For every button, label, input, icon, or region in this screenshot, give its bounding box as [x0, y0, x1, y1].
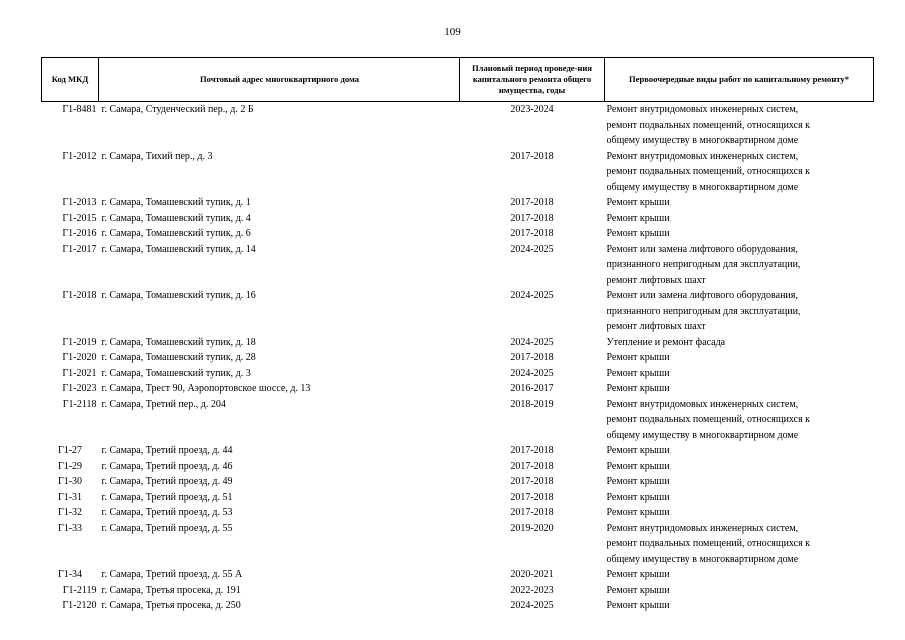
row-works	[605, 242, 874, 289]
row-works	[605, 350, 874, 366]
row-address: г. Самара, Третий проезд, д. 51	[101, 491, 233, 503]
works-line: Ремонт крыши	[606, 367, 670, 379]
row-address: г. Самара, Третий проезд, д. 49	[101, 476, 233, 487]
works-line: Ремонт внутридомовых инженерных систем,	[606, 398, 799, 410]
row-code: Г1-34	[57, 569, 83, 580]
works-line: Ремонт крыши	[606, 460, 670, 472]
row-works	[605, 474, 874, 490]
row-code: Г1-2019	[62, 336, 97, 348]
row-period: 2024-2025	[510, 600, 554, 611]
works-line: Ремонт крыши	[606, 383, 670, 394]
capital-repair-table	[41, 57, 874, 614]
row-code: Г1-32	[57, 507, 83, 518]
row-code: Г1-2015	[62, 212, 97, 224]
row-period: 2016-2017	[510, 383, 554, 394]
works-line: ремонт лифтовых шахт	[606, 274, 706, 286]
row-address: г. Самара, Томашевский тупик, д. 3	[101, 367, 251, 379]
table-row	[42, 443, 874, 459]
row-address: г. Самара, Томашевский тупик, д. 16	[101, 290, 256, 301]
table-row	[42, 366, 874, 382]
works-line: Ремонт крыши	[606, 491, 670, 503]
row-code: Г1-2012	[62, 150, 97, 162]
row-period: 2018-2019	[510, 398, 554, 410]
row-address: г. Самара, Третий проезд, д. 46	[101, 460, 233, 472]
table-row	[42, 335, 874, 351]
row-address: г. Самара, Трест 90, Аэропортовское шоссе, д. 13	[101, 383, 311, 394]
works-line: общему имуществу в многоквартирном доме	[606, 135, 799, 146]
row-code: Г1-27	[57, 445, 83, 456]
table-row	[42, 381, 874, 397]
works-line: Ремонт внутридомовых инженерных систем,	[606, 150, 799, 162]
table-header-row	[42, 58, 874, 102]
works-line: ремонт подвальных помещений, относящихся к	[606, 166, 811, 177]
row-period: 2024-2025	[510, 367, 554, 379]
row-code: Г1-2021	[62, 367, 97, 379]
row-code: Г1-2017	[62, 243, 97, 255]
works-line: Ремонт крыши	[606, 600, 670, 611]
table-row	[42, 459, 874, 475]
table-row	[42, 288, 874, 335]
row-address: г. Самара, Томашевский тупик, д. 28	[101, 352, 256, 363]
row-address: г. Самара, Тихий пер., д. 3	[101, 150, 213, 162]
works-line: Ремонт крыши	[606, 584, 670, 596]
row-code: Г1-2120	[62, 600, 97, 611]
row-code: Г1-31	[57, 491, 83, 503]
works-line: Ремонт крыши	[606, 352, 670, 363]
row-works	[605, 381, 874, 397]
works-line: Ремонт крыши	[606, 212, 670, 224]
table-row	[42, 474, 874, 490]
row-period: 2017-2018	[510, 352, 554, 363]
header-address: Почтовый адрес многоквартирного дома	[99, 58, 460, 102]
row-period: 2019-2020	[510, 522, 554, 534]
row-address: г. Самара, Томашевский тупик, д. 18	[101, 336, 256, 348]
works-line: Утепление и ремонт фасада	[606, 336, 726, 348]
works-line: Ремонт крыши	[606, 228, 670, 239]
header-period: Плановый период проведе-ния капитального ремонта общего имущества, годы	[460, 58, 605, 102]
works-line: Ремонт внутридомовых инженерных систем,	[606, 522, 799, 534]
row-address: г. Самара, Томашевский тупик, д. 6	[101, 228, 251, 239]
row-address: г. Самара, Третий проезд, д. 55	[101, 522, 233, 534]
row-code: Г1-33	[57, 522, 83, 534]
row-code: Г1-8481	[62, 104, 97, 115]
works-line: Ремонт крыши	[606, 507, 670, 518]
row-works	[605, 567, 874, 583]
row-code: Г1-2020	[62, 352, 97, 363]
table-row	[42, 102, 874, 149]
row-works	[605, 397, 874, 444]
row-period: 2022-2023	[510, 584, 554, 596]
row-code: Г1-2013	[62, 197, 97, 208]
works-line: Ремонт крыши	[606, 197, 670, 208]
works-line: Ремонт крыши	[606, 445, 670, 456]
works-line: общему имуществу в многоквартирном доме	[606, 429, 799, 441]
works-line: признанного непригодным для эксплуатации,	[606, 259, 801, 270]
row-works	[605, 521, 874, 568]
row-works	[605, 598, 874, 614]
row-period: 2023-2024	[510, 104, 554, 115]
row-works	[605, 288, 874, 335]
works-line: ремонт лифтовых шахт	[606, 321, 706, 332]
row-works	[605, 443, 874, 459]
row-period: 2017-2018	[510, 507, 554, 518]
works-line: Ремонт внутридомовых инженерных систем,	[606, 104, 799, 115]
works-line: общему имуществу в многоквартирном доме	[606, 181, 799, 193]
table-row	[42, 567, 874, 583]
row-works	[605, 366, 874, 382]
table-row	[42, 149, 874, 196]
row-works	[605, 459, 874, 475]
row-works	[605, 226, 874, 242]
works-line: ремонт подвальных помещений, относящихся к	[606, 414, 811, 425]
works-line: Ремонт крыши	[606, 569, 670, 580]
row-works	[605, 335, 874, 351]
row-period: 2017-2018	[510, 491, 554, 503]
row-period: 2024-2025	[510, 290, 554, 301]
table-row	[42, 350, 874, 366]
row-period: 2017-2018	[510, 476, 554, 487]
works-line: ремонт подвальных помещений, относящихся к	[606, 538, 811, 549]
row-works	[605, 583, 874, 599]
row-address: г. Самара, Третий проезд, д. 44	[101, 445, 233, 456]
table-row	[42, 195, 874, 211]
row-period: 2017-2018	[510, 197, 554, 208]
row-code: Г1-2016	[62, 228, 97, 239]
page-number: 109	[444, 26, 461, 38]
row-code: Г1-2119	[62, 584, 97, 596]
row-works	[605, 490, 874, 506]
row-address: г. Самара, Третий проезд, д. 53	[101, 507, 233, 518]
row-works	[605, 211, 874, 227]
table-row	[42, 211, 874, 227]
table-body	[42, 102, 874, 614]
works-line: Ремонт крыши	[606, 476, 670, 487]
row-address: г. Самара, Третий пер., д. 204	[101, 398, 226, 410]
row-works	[605, 505, 874, 521]
works-line: признанного непригодным для эксплуатации,	[606, 305, 801, 317]
row-address: г. Самара, Третья просека, д. 250	[101, 600, 241, 611]
row-address: г. Самара, Томашевский тупик, д. 14	[101, 243, 256, 255]
row-code: Г1-30	[57, 476, 83, 487]
row-address: г. Самара, Третий проезд, д. 55 А	[101, 569, 243, 580]
table-row	[42, 583, 874, 599]
row-code: Г1-2023	[62, 383, 97, 394]
row-code: Г1-2018	[62, 290, 97, 301]
row-address: г. Самара, Томашевский тупик, д. 4	[101, 212, 251, 224]
table-row	[42, 521, 874, 568]
works-line: общему имуществу в многоквартирном доме	[606, 553, 799, 565]
row-period: 2024-2025	[510, 243, 554, 255]
row-period: 2017-2018	[510, 212, 554, 224]
table-row	[42, 397, 874, 444]
row-period: 2020-2021	[510, 569, 554, 580]
works-line: Ремонт или замена лифтового оборудования,	[606, 243, 798, 255]
table-row	[42, 490, 874, 506]
row-works	[605, 195, 874, 211]
row-address: г. Самара, Студенческий пер., д. 2 Б	[101, 104, 254, 115]
table-row	[42, 598, 874, 614]
row-period: 2024-2025	[510, 336, 554, 348]
row-period: 2017-2018	[510, 460, 554, 472]
row-works	[605, 102, 874, 149]
header-works: Первоочередные виды работ по капитальному ремонту*	[605, 58, 874, 102]
header-code: Код МКД	[42, 58, 99, 102]
row-address: г. Самара, Томашевский тупик, д. 1	[101, 197, 251, 208]
row-works	[605, 149, 874, 196]
row-period: 2017-2018	[510, 228, 554, 239]
row-period: 2017-2018	[510, 445, 554, 456]
table-row	[42, 242, 874, 289]
works-line: ремонт подвальных помещений, относящихся к	[606, 119, 811, 131]
row-address: г. Самара, Третья просека, д. 191	[101, 584, 241, 596]
row-code: Г1-2118	[62, 398, 97, 410]
row-code: Г1-29	[57, 460, 83, 472]
table-row	[42, 505, 874, 521]
works-line: Ремонт или замена лифтового оборудования,	[606, 290, 798, 301]
row-period: 2017-2018	[510, 150, 554, 162]
table-row	[42, 226, 874, 242]
